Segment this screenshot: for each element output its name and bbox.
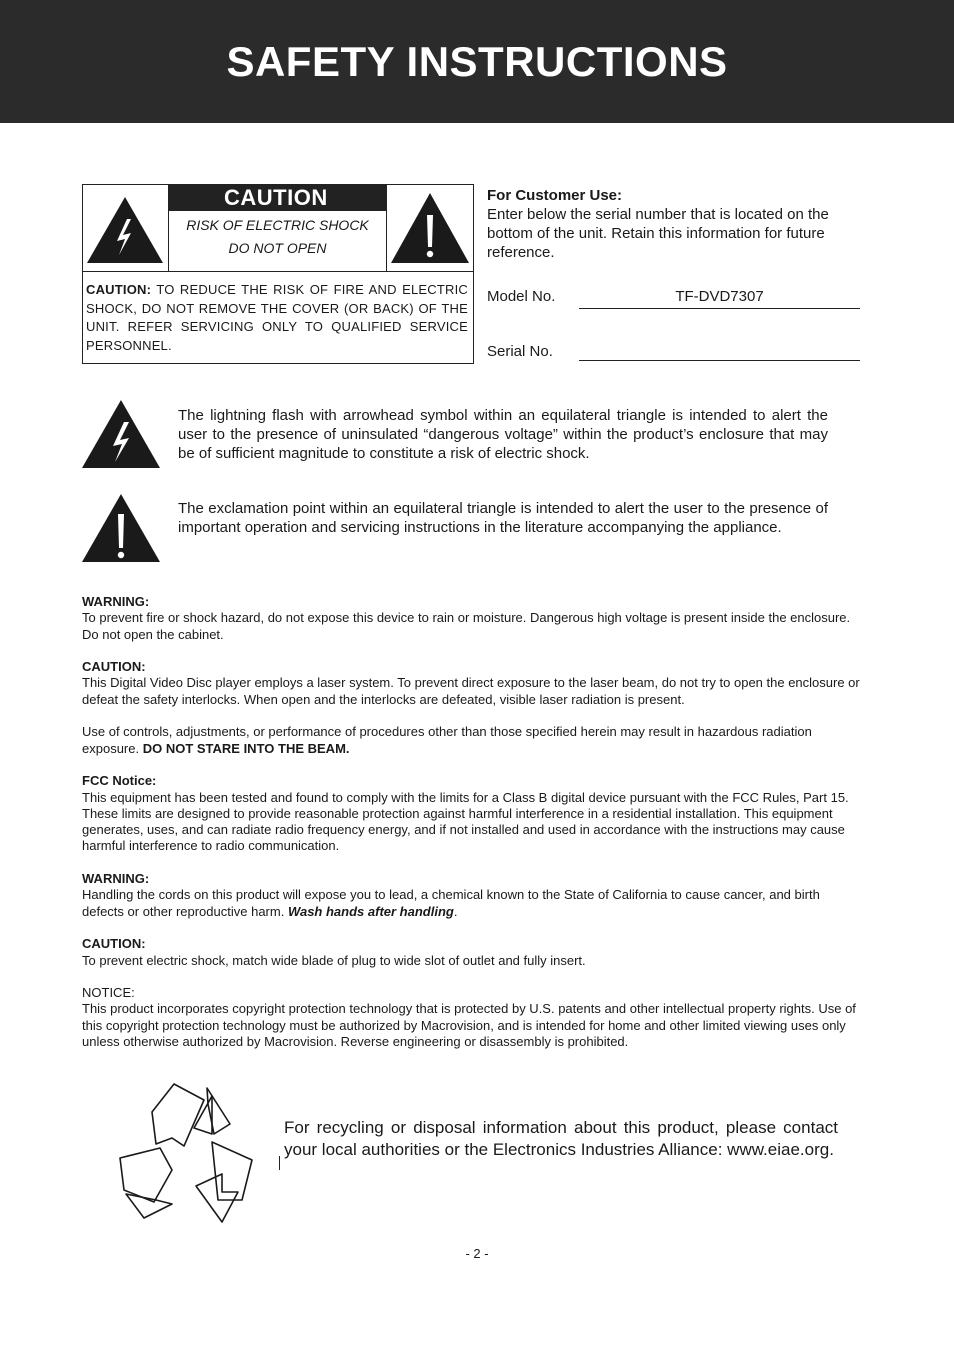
serial-number-field (487, 343, 862, 360)
caution-laser-heading: CAUTION: (82, 659, 146, 675)
page-number: - 2 - (465, 1246, 489, 1261)
fcc-note (82, 773, 862, 854)
caution-plug-heading: CAUTION: (82, 936, 146, 952)
lightning-symbol-text: The lightning flash with arrowhead symbol within an equilateral triangle is intended to alert the user to the presence of uninsulated “dangerous voltage” within the product’s enclosure that may be of sufficient magnitude to constitute a risk of electric shock. (178, 407, 828, 462)
exclamation-warning-icon (386, 185, 473, 271)
warning-rain-heading: WARNING: (82, 594, 150, 609)
controls-bold-text: DO NOT STARE INTO THE BEAM. (142, 740, 350, 756)
customer-use-heading: For Customer Use: (487, 187, 623, 204)
caution-laser-note (82, 659, 862, 708)
model-number-field (487, 288, 862, 305)
recycle-icon (112, 1082, 262, 1235)
fcc-text: This equipment has been tested and found to comply with the limits for a Class B digital device pursuant with the FCC Rules, Part 15. These limits are designed to provide reasonable protection against harmful interference in a residential installation. This equipment generates, uses, and can radiate radio frequency energy, and if not installed and used in accordance with the instructions may cause harmful interference to radio communication. (82, 789, 849, 854)
exclamation-symbol-icon (82, 492, 162, 569)
notice-text: This product incorporates copyright protection technology that is protected by U.S. patents and other intellectual property rights. Use of this copyright protection technology must be authorized by Macrovision, and is intended for home and other limited viewing uses only unless otherwise authorized by Macrovision. Reverse engineering or disassembly is prohibited. (82, 1001, 856, 1050)
model-number-value: TF-DVD7307 (579, 288, 860, 309)
page-header (0, 0, 954, 123)
serial-number-label: Serial No. (487, 343, 553, 360)
caution-plug-text: To prevent electric shock, match wide blade of plug to wide slot of outlet and fully insert. (82, 952, 586, 968)
customer-use-section (487, 186, 862, 262)
warning-rain-text: To prevent fire or shock hazard, do not expose this device to rain or moisture. Dangerous high voltage is present inside the enclosure. Do not open the cabinet. (82, 610, 851, 642)
serial-number-value (579, 340, 860, 361)
caution-label-top (83, 185, 473, 272)
notice-note (82, 985, 862, 1050)
warning-lead-end: . (453, 903, 458, 919)
caution-title: CAUTION (169, 185, 386, 211)
caution-label-box (82, 184, 474, 364)
caution-plug-note (82, 936, 862, 969)
fcc-heading: FCC Notice: (82, 773, 157, 789)
caution-line-2: DO NOT OPEN (228, 240, 327, 256)
caution-text-label: CAUTION: (86, 282, 152, 297)
page-title: SAFETY INSTRUCTIONS (226, 38, 728, 85)
warning-lead-heading: WARNING: (82, 871, 150, 887)
caution-warning-text (86, 281, 468, 355)
caution-line-1: RISK OF ELECTRIC SHOCK (186, 217, 369, 233)
customer-use-text: Enter below the serial number that is located on the bottom of the unit. Retain this information for future reference. (487, 206, 829, 261)
caution-laser-text: This Digital Video Disc player employs a laser system. To prevent direct exposure to the laser beam, do not try to open the enclosure or defeat the safety interlocks. When open and the interlocks are defeated, visible laser radiation is present. (82, 675, 860, 707)
text-cursor-mark (279, 1156, 280, 1170)
controls-text: Use of controls, adjustments, or performance of procedures other than those specified herein may result in hazardous radiation exposure. (82, 724, 812, 756)
lightning-warning-icon (83, 185, 169, 271)
controls-note (82, 724, 862, 757)
model-number-label: Model No. (487, 288, 556, 305)
lightning-symbol-icon (82, 398, 162, 475)
warning-lead-note (82, 871, 862, 920)
safety-notes (82, 594, 862, 1067)
recycle-info-text: For recycling or disposal information about this product, please contact your local authorities or the Electronics Industries Alliance: www.eiae.org. (284, 1118, 838, 1159)
notice-heading: NOTICE: (82, 985, 135, 1001)
warning-lead-bold-text: Wash hands after handling (287, 903, 454, 919)
warning-lead-text: Handling the cords on this product will expose you to lead, a chemical known to the State of California to cause cancer, and birth defects or other reproductive harm. (82, 887, 820, 919)
exclamation-symbol-text: The exclamation point within an equilateral triangle is intended to alert the user to the presence of important operation and servicing instructions in the literature accompanying the appliance. (178, 500, 828, 536)
warning-rain-note (82, 594, 862, 643)
caution-text-body: TO REDUCE THE RISK OF FIRE AND ELECTRIC SHOCK, DO NOT REMOVE THE COVER (OR BACK) OF THE UNIT. REFER SERVICING ONLY TO QUALIFIED SERVICE PERSONNEL. (86, 282, 468, 353)
caution-label-center (169, 185, 386, 271)
